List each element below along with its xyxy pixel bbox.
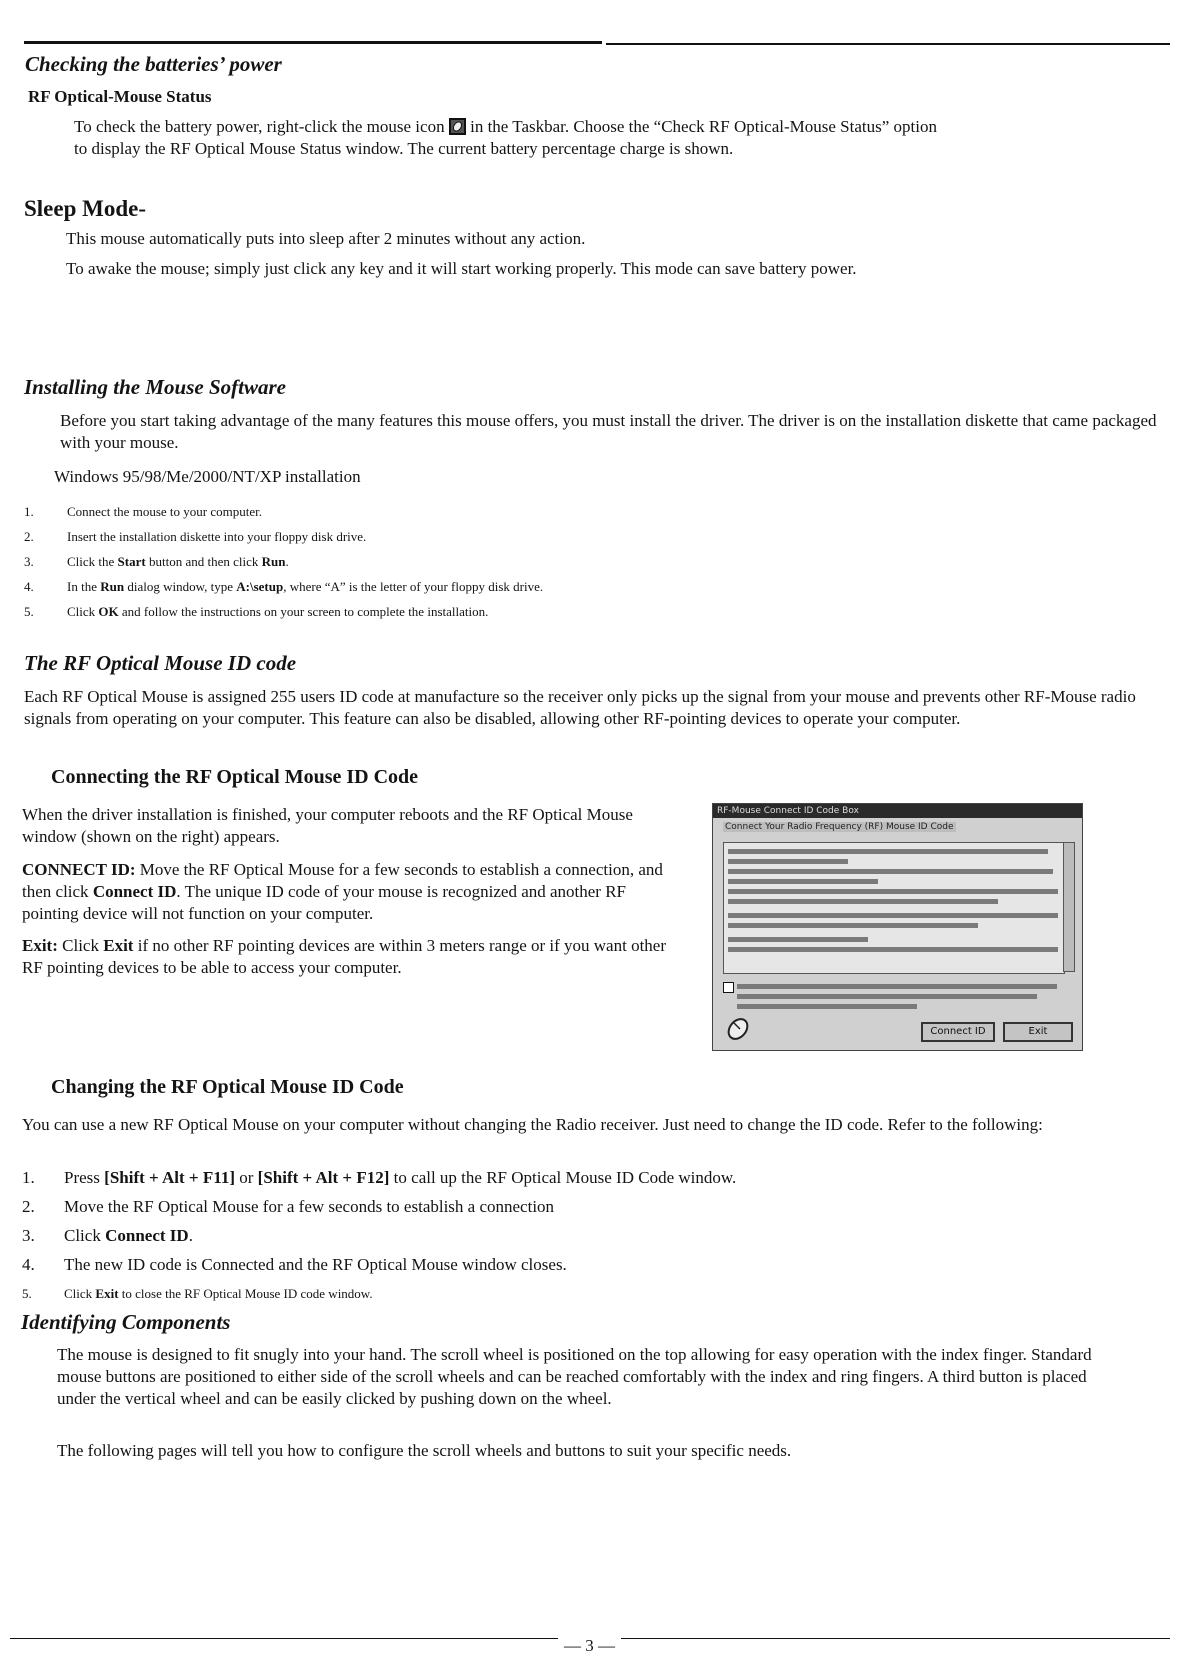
components-paragraph-1: The mouse is designed to fit snugly into your hand. The scroll wheel is positioned on the top allowing for easy operation with the index finger. Standard mouse buttons are positioned to either side of the scroll wheels and can be reached comfortably with the index and ring fingers. A third button is placed under the vertical wheel and can be easily clicked by pushing down on the wheel.	[57, 1345, 1092, 1408]
changing-step-text	[64, 1169, 736, 1186]
install-step-text	[67, 530, 366, 543]
components-paragraph-2: The following pages will tell you how to configure the scroll wheels and buttons to suit your specific needs.	[57, 1441, 792, 1460]
install-step-text	[67, 505, 262, 518]
dialog-instructions-box	[723, 842, 1065, 974]
step-text: to call up the RF Optical Mouse ID Code window.	[389, 1168, 737, 1187]
text-line	[737, 994, 1037, 999]
text-line	[728, 879, 878, 884]
idcode-heading: The RF Optical Mouse ID code	[24, 651, 297, 675]
page-number: — 3 —	[558, 1637, 621, 1654]
text-line	[728, 899, 998, 904]
sleep-line-1: This mouse automatically puts into sleep after 2 minutes without any action.	[66, 229, 586, 248]
step-text: dialog window, type	[124, 579, 237, 594]
changing-step-number: 4.	[22, 1255, 35, 1274]
step-text: Press	[64, 1168, 105, 1187]
battery-line-1-post: in the Taskbar. Choose the “Check RF Optical-Mouse Status” option	[470, 117, 937, 136]
text-line	[737, 1004, 917, 1009]
text-line	[728, 859, 848, 864]
changing-step-number: 5.	[22, 1286, 32, 1301]
text-line	[728, 923, 978, 928]
exit-label: Exit:	[22, 936, 58, 955]
step-bold: Run	[100, 579, 125, 594]
battery-line-2: to display the RF Optical Mouse Status window. The current battery percentage charge is shown.	[74, 139, 734, 158]
idcode-paragraph: Each RF Optical Mouse is assigned 255 users ID code at manufacture so the receiver only picks up the signal from your mouse and prevents other RF-Mouse radio signals from operating on your computer. This feature can also be disabled, allowing other RF-pointing devices to operate your computer.	[24, 687, 1136, 728]
dialog-title-bar: RF-Mouse Connect ID Code Box	[713, 804, 1082, 818]
step-text: button and then click	[145, 554, 262, 569]
changing-step-number: 2.	[22, 1197, 35, 1216]
step-text: Insert the installation diskette into your floppy disk drive.	[67, 529, 367, 544]
install-step-text	[67, 555, 289, 568]
install-os-line: Windows 95/98/Me/2000/NT/XP installation	[54, 467, 361, 486]
battery-heading: Checking the batteries’ power	[25, 52, 282, 76]
mouse-taskbar-icon	[449, 118, 466, 135]
connect-id-text-post: . The unique ID code of your mouse is recognized and another RF pointing device will not function on your computer.	[22, 882, 627, 923]
connecting-heading: Connecting the RF Optical Mouse ID Code	[51, 766, 419, 788]
connect-id-label: CONNECT ID:	[22, 860, 136, 879]
checkbox-icon[interactable]	[723, 982, 734, 993]
dialog-scrollbar[interactable]	[1063, 842, 1075, 972]
changing-paragraph: You can use a new RF Optical Mouse on your computer without changing the Radio receiver. Just need to change the ID code. Refer to the following:	[22, 1115, 1043, 1134]
top-rule-right	[606, 43, 1170, 45]
sleep-line-2: To awake the mouse; simply just click any key and it will start working properly. This mode can save battery power.	[66, 259, 857, 278]
text-line	[737, 984, 1057, 989]
text-line	[728, 889, 1058, 894]
install-step-text	[67, 580, 543, 593]
connecting-paragraph-1: When the driver installation is finished, your computer reboots and the RF Optical Mouse window (shown on the right) appears.	[22, 805, 633, 846]
step-text: .	[188, 1226, 193, 1245]
exit-bold: Exit	[103, 936, 134, 955]
step-text: to close the RF Optical Mouse ID code window.	[118, 1286, 373, 1301]
connect-id-bold: Connect ID	[92, 882, 177, 901]
connect-id-dialog-screenshot	[712, 803, 1083, 1051]
battery-line-1	[74, 118, 937, 135]
top-rule-left	[24, 41, 602, 44]
install-heading: Installing the Mouse Software	[24, 375, 286, 399]
install-step-number: 3.	[24, 554, 34, 569]
changing-step-text	[64, 1256, 567, 1273]
install-step-number: 5.	[24, 604, 34, 619]
step-text: Move the RF Optical Mouse for a few seconds to establish a connection	[64, 1197, 555, 1216]
text-line	[728, 869, 1053, 874]
step-text: Connect the mouse to your computer.	[67, 504, 262, 519]
step-text: Click	[67, 604, 99, 619]
battery-subheading: RF Optical-Mouse Status	[28, 87, 212, 106]
step-text: or	[234, 1168, 258, 1187]
install-paragraph: Before you start taking advantage of the many features this mouse offers, you must install the driver. The driver is on the installation diskette that came packaged with your mouse.	[60, 411, 1157, 452]
dialog-connect-id-button[interactable]: Connect ID	[921, 1022, 995, 1042]
text-line	[728, 913, 1058, 918]
dialog-subtitle: Connect Your Radio Frequency (RF) Mouse ID Code	[725, 822, 954, 832]
text-line	[728, 849, 1048, 854]
connect-id-text: Move the RF Optical Mouse for a few seconds to establish a connection, and then click	[22, 860, 663, 901]
step-text: Click the	[67, 554, 118, 569]
connecting-paragraph-2	[22, 859, 677, 925]
step-text: .	[285, 554, 289, 569]
components-heading: Identifying Components	[21, 1310, 231, 1334]
step-text: and follow the instructions on your screen to complete the installation.	[118, 604, 489, 619]
exit-text: Click	[57, 936, 104, 955]
step-bold: A:\setup	[236, 579, 284, 594]
install-step-number: 1.	[24, 504, 34, 519]
changing-step-number: 3.	[22, 1226, 35, 1245]
step-bold: Connect ID	[105, 1226, 189, 1245]
sleep-heading: Sleep Mode-	[24, 196, 147, 221]
step-bold: Run	[261, 554, 286, 569]
step-text: The new ID code is Connected and the RF Optical Mouse window closes.	[64, 1255, 567, 1274]
install-step-text	[67, 605, 488, 618]
install-step-number: 4.	[24, 579, 34, 594]
install-step-number: 2.	[24, 529, 34, 544]
mouse-logo-icon	[721, 1017, 755, 1043]
step-text: , where “A” is the letter of your floppy disk drive.	[283, 579, 544, 594]
step-bold: Start	[117, 554, 146, 569]
step-text: In the	[67, 579, 101, 594]
step-bold: OK	[98, 604, 119, 619]
step-bold: Exit	[95, 1286, 119, 1301]
exit-text-post: if no other RF pointing devices are within 3 meters range or if you want other RF pointing devices to be able to access your computer.	[22, 936, 667, 977]
step-text: Click	[64, 1226, 106, 1245]
changing-step-text	[64, 1287, 373, 1300]
text-line	[728, 937, 868, 942]
text-line	[728, 947, 1058, 952]
step-bold: [Shift + Alt + F11]	[104, 1168, 235, 1187]
step-bold: [Shift + Alt + F12]	[257, 1168, 390, 1187]
changing-step-text	[64, 1198, 554, 1215]
changing-step-number: 1.	[22, 1168, 35, 1187]
battery-line-1-pre: To check the battery power, right-click the mouse icon	[74, 117, 445, 136]
dialog-exit-button[interactable]: Exit	[1003, 1022, 1073, 1042]
step-text: Click	[64, 1286, 96, 1301]
connecting-paragraph-3	[22, 935, 677, 979]
changing-step-text	[64, 1227, 193, 1244]
changing-heading: Changing the RF Optical Mouse ID Code	[51, 1076, 404, 1098]
